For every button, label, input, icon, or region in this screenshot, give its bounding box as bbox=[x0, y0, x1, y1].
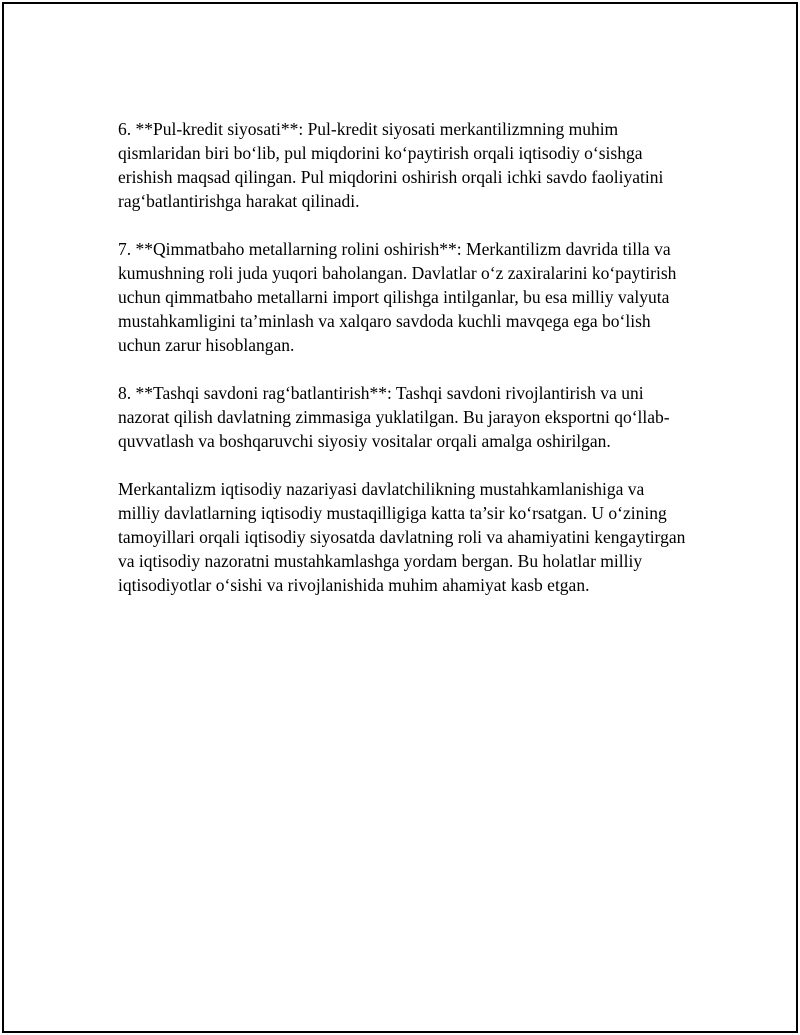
paragraph-qimmatbaho-metallar: 7. **Qimmatbaho metallarning rolini oshirish**: Merkantilizm davrida tilla va kumushning roli juda yuqori baholangan. Davlatlar o‘z zaxiralarini ko‘paytirish uchun qimmatbaho metallarni import qilishga intilganlar, bu esa milliy valyuta mustahkamligini ta’minlash va xalqaro savdoda kuchli mavqega ega bo‘lish uchun zarur hisoblangan. bbox=[118, 239, 677, 355]
document-body bbox=[118, 117, 690, 621]
paragraph-pul-kredit-siyosati: 6. **Pul-kredit siyosati**: Pul-kredit siyosati merkantilizmning muhim qismlaridan biri bo‘lib, pul miqdorini ko‘paytirish orqali iqtisodiy o‘sishga erishish maqsad qilingan. Pul miqdorini oshirish orqali ichki savdo faoliyatini rag‘batlantirishga harakat qilinadi. bbox=[118, 119, 664, 211]
paragraph-tashqi-savdo: 8. **Tashqi savdoni rag‘batlantirish**: Tashqi savdoni rivojlantirish va uni nazorat qilish davlatning zimmasiga yuklatilgan. Bu jarayon eksportni qo‘llab-quvvatlash va boshqaruvchi siyosiy vositalar orqali amalga oshirilgan. bbox=[118, 383, 670, 451]
paragraph-conclusion: Merkantalizm iqtisodiy nazariyasi davlatchilikning mustahkamlanishiga va milliy davlatlarning iqtisodiy mustaqilligiga katta ta’sir ko‘rsatgan. U o‘zining tamoyillari orqali iqtisodiy siyosatda davlatning roli va ahamiyatini kengaytirgan va iqtisodiy nazoratni mustahkamlashga yordam bergan. Bu holatlar milliy iqtisodiyotlar o‘sishi va rivojlanishida muhim ahamiyat kasb etgan. bbox=[118, 479, 686, 595]
